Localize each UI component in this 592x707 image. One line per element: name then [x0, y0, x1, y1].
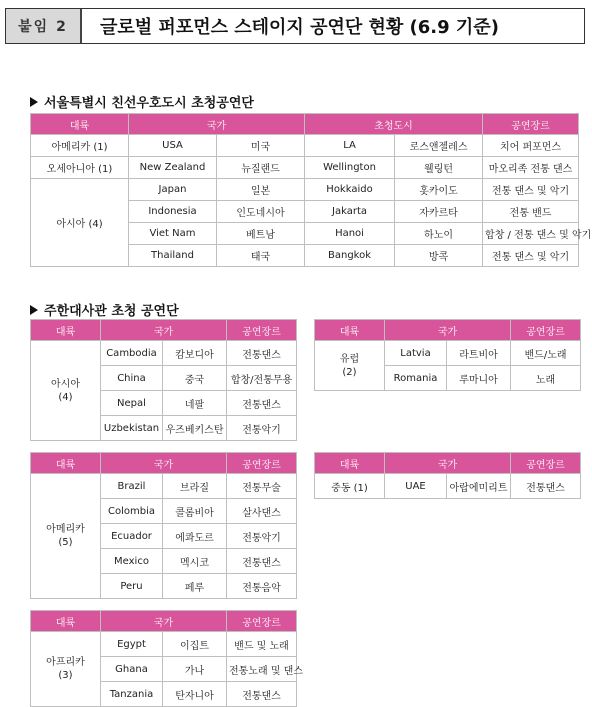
continent-cell: 아시아 (4)	[31, 179, 129, 267]
country-en-cell: USA	[129, 135, 217, 157]
table-header-row	[315, 453, 581, 474]
header-continent: 대륙	[31, 114, 129, 135]
country-en-cell: Peru	[101, 574, 163, 599]
header-country: 국가	[101, 453, 227, 474]
genre-cell: 전통음악	[227, 574, 297, 599]
continent-cell: 아메리카 (1)	[31, 135, 129, 157]
header-continent: 대륙	[31, 320, 101, 341]
city-en-cell: Wellington	[305, 157, 395, 179]
genre-cell: 살사댄스	[227, 499, 297, 524]
country-ko-cell: 인도네시아	[217, 201, 305, 223]
country-en-cell: Ecuador	[101, 524, 163, 549]
attachment-tag: 붙임 2	[6, 9, 82, 43]
genre-cell: 노래	[511, 366, 581, 391]
genre-cell: 전통무술	[227, 474, 297, 499]
continent-cell: 유럽 (2)	[315, 341, 385, 391]
country-ko-cell: 캄보디아	[163, 341, 227, 366]
table-row	[315, 474, 581, 499]
city-en-cell: Bangkok	[305, 245, 395, 267]
country-en-cell: New Zealand	[129, 157, 217, 179]
country-ko-cell: 아랍에미리트	[447, 474, 511, 499]
country-en-cell: Thailand	[129, 245, 217, 267]
genre-cell: 전통댄스	[227, 391, 297, 416]
country-ko-cell: 베트남	[217, 223, 305, 245]
header-genre: 공연장르	[227, 611, 297, 632]
table-header-row	[31, 114, 579, 135]
header-country: 국가	[101, 611, 227, 632]
section1-heading	[30, 92, 254, 111]
page-title: 글로벌 퍼포먼스 스테이지 공연단 현황 (6.9 기준)	[100, 17, 499, 38]
country-en-cell: Latvia	[385, 341, 447, 366]
header-continent: 대륙	[31, 611, 101, 632]
country-ko-cell: 페루	[163, 574, 227, 599]
genre-cell: 합창 / 전통 댄스 및 악기	[483, 223, 579, 245]
country-ko-cell: 탄자니아	[163, 682, 227, 707]
continent-cell: 아프리카 (3)	[31, 632, 101, 707]
header-continent: 대륙	[31, 453, 101, 474]
continent-cell: 중동 (1)	[315, 474, 385, 499]
country-en-cell: Nepal	[101, 391, 163, 416]
country-en-cell: Tanzania	[101, 682, 163, 707]
embassy-table-africa	[30, 610, 303, 707]
table-row	[31, 632, 297, 657]
section1-table	[30, 113, 592, 267]
header-genre: 공연장르	[511, 453, 581, 474]
header-genre: 공연장르	[483, 114, 579, 135]
section2-heading-text: 주한대사관 초청 공연단	[44, 304, 179, 319]
country-ko-cell: 일본	[217, 179, 305, 201]
country-en-cell: Colombia	[101, 499, 163, 524]
header-city: 초청도시	[305, 114, 483, 135]
city-ko-cell: 로스앤젤레스	[395, 135, 483, 157]
table-row	[315, 341, 581, 366]
table-row	[31, 179, 579, 201]
header-genre: 공연장르	[511, 320, 581, 341]
country-en-cell: Mexico	[101, 549, 163, 574]
section1-heading-text: 서울특별시 친선우호도시 초청공연단	[44, 96, 254, 111]
country-en-cell: Uzbekistan	[101, 416, 163, 441]
country-en-cell: UAE	[385, 474, 447, 499]
city-en-cell: Hanoi	[305, 223, 395, 245]
genre-cell: 전통댄스	[227, 682, 297, 707]
genre-cell: 전통 댄스 및 악기	[483, 179, 579, 201]
table-row	[31, 341, 297, 366]
embassy-table-asia	[30, 319, 297, 441]
country-ko-cell: 이집트	[163, 632, 227, 657]
country-ko-cell: 브라질	[163, 474, 227, 499]
header-genre: 공연장르	[227, 453, 297, 474]
header-country: 국가	[129, 114, 305, 135]
table-row	[31, 157, 579, 179]
country-ko-cell: 미국	[217, 135, 305, 157]
country-en-cell: Egypt	[101, 632, 163, 657]
table-header-row	[315, 320, 581, 341]
country-en-cell: Ghana	[101, 657, 163, 682]
country-ko-cell: 네팔	[163, 391, 227, 416]
city-en-cell: Hokkaido	[305, 179, 395, 201]
continent-cell: 아메리카 (5)	[31, 474, 101, 599]
continent-cell: 오세아니아 (1)	[31, 157, 129, 179]
title-bar	[5, 8, 585, 44]
country-en-cell: China	[101, 366, 163, 391]
country-ko-cell: 에콰도르	[163, 524, 227, 549]
genre-cell: 전통악기	[227, 524, 297, 549]
genre-cell: 전통악기	[227, 416, 297, 441]
table-header-row	[31, 611, 297, 632]
continent-cell: 아시아 (4)	[31, 341, 101, 441]
triangle-bullet-icon	[30, 97, 38, 107]
country-ko-cell: 멕시코	[163, 549, 227, 574]
genre-cell: 전통댄스	[511, 474, 581, 499]
city-en-cell: LA	[305, 135, 395, 157]
genre-cell: 치어 퍼포먼스	[483, 135, 579, 157]
country-ko-cell: 태국	[217, 245, 305, 267]
city-ko-cell: 하노이	[395, 223, 483, 245]
city-ko-cell: 홋카이도	[395, 179, 483, 201]
country-en-cell: Viet Nam	[129, 223, 217, 245]
header-genre: 공연장르	[227, 320, 297, 341]
table-row	[31, 474, 297, 499]
country-en-cell: Cambodia	[101, 341, 163, 366]
country-en-cell: Brazil	[101, 474, 163, 499]
city-ko-cell: 자카르타	[395, 201, 483, 223]
embassy-table-europe	[314, 319, 581, 391]
genre-cell: 전통댄스	[227, 341, 297, 366]
table-header-row	[31, 453, 297, 474]
header-continent: 대륙	[315, 320, 385, 341]
genre-cell: 전통노래 및 댄스	[227, 657, 297, 682]
table-row	[31, 135, 579, 157]
genre-cell: 마오리족 전통 댄스	[483, 157, 579, 179]
embassy-table-america	[30, 452, 297, 599]
country-ko-cell: 콜롬비아	[163, 499, 227, 524]
country-en-cell: Japan	[129, 179, 217, 201]
country-ko-cell: 가나	[163, 657, 227, 682]
genre-cell: 밴드 및 노래	[227, 632, 297, 657]
genre-cell: 전통 댄스 및 악기	[483, 245, 579, 267]
country-ko-cell: 라트비아	[447, 341, 511, 366]
genre-cell: 전통 밴드	[483, 201, 579, 223]
header-continent: 대륙	[315, 453, 385, 474]
header-country: 국가	[385, 320, 511, 341]
country-ko-cell: 루마니아	[447, 366, 511, 391]
genre-cell: 밴드/노래	[511, 341, 581, 366]
city-en-cell: Jakarta	[305, 201, 395, 223]
city-ko-cell: 웰링턴	[395, 157, 483, 179]
section2-heading	[30, 300, 179, 319]
country-ko-cell: 뉴질랜드	[217, 157, 305, 179]
genre-cell: 전통댄스	[227, 549, 297, 574]
triangle-bullet-icon	[30, 305, 38, 315]
country-en-cell: Romania	[385, 366, 447, 391]
embassy-table-mideast	[314, 452, 581, 499]
city-ko-cell: 방콕	[395, 245, 483, 267]
country-ko-cell: 중국	[163, 366, 227, 391]
table-header-row	[31, 320, 297, 341]
header-country: 국가	[101, 320, 227, 341]
country-en-cell: Indonesia	[129, 201, 217, 223]
genre-cell: 합창/전통무용	[227, 366, 297, 391]
country-ko-cell: 우즈베키스탄	[163, 416, 227, 441]
header-country: 국가	[385, 453, 511, 474]
